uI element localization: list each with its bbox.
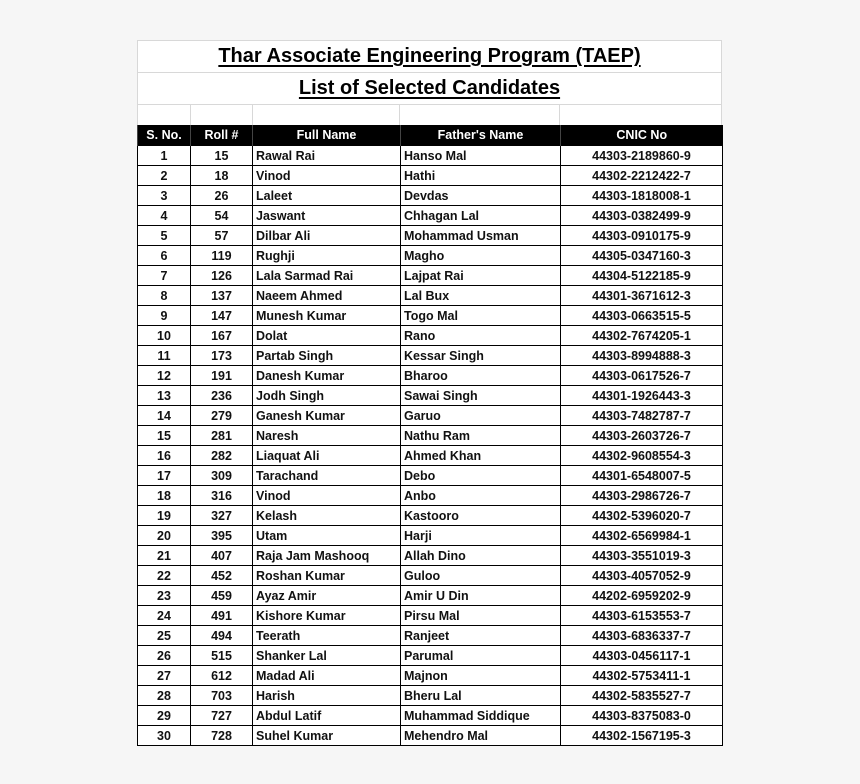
- fathers-name-cell: Magho: [401, 246, 561, 266]
- subtitle-row: [137, 72, 722, 104]
- full-name-cell: Kelash: [253, 506, 401, 526]
- full-name-cell: Naresh: [253, 426, 401, 446]
- s-no-cell: 3: [138, 186, 191, 206]
- s-no-cell: 26: [138, 646, 191, 666]
- full-name-cell: Harish: [253, 686, 401, 706]
- s-no-cell: 1: [138, 146, 191, 166]
- full-name-cell: Jaswant: [253, 206, 401, 226]
- table-row: [138, 266, 723, 286]
- full-name-cell: Lala Sarmad Rai: [253, 266, 401, 286]
- s-no-cell: 29: [138, 706, 191, 726]
- candidates-table: [137, 125, 723, 746]
- roll-cell: 491: [191, 606, 253, 626]
- fathers-name-cell: Garuo: [401, 406, 561, 426]
- table-row: [138, 326, 723, 346]
- roll-cell: 26: [191, 186, 253, 206]
- table-row: [138, 486, 723, 506]
- cnic-cell: 44202-6959202-9: [561, 586, 723, 606]
- full-name-cell: Vinod: [253, 486, 401, 506]
- s-no-cell: 16: [138, 446, 191, 466]
- roll-cell: 282: [191, 446, 253, 466]
- cnic-cell: 44302-5753411-1: [561, 666, 723, 686]
- table-row: [138, 186, 723, 206]
- s-no-cell: 8: [138, 286, 191, 306]
- fathers-name-cell: Chhagan Lal: [401, 206, 561, 226]
- cnic-cell: 44303-0456117-1: [561, 646, 723, 666]
- full-name-cell: Utam: [253, 526, 401, 546]
- fathers-name-cell: Togo Mal: [401, 306, 561, 326]
- roll-cell: 191: [191, 366, 253, 386]
- fathers-name-cell: Parumal: [401, 646, 561, 666]
- cnic-cell: 44303-7482787-7: [561, 406, 723, 426]
- s-no-cell: 12: [138, 366, 191, 386]
- s-no-cell: 20: [138, 526, 191, 546]
- cnic-cell: 44303-2986726-7: [561, 486, 723, 506]
- fathers-name-cell: Allah Dino: [401, 546, 561, 566]
- roll-cell: 327: [191, 506, 253, 526]
- full-name-cell: Roshan Kumar: [253, 566, 401, 586]
- fathers-name-cell: Kastooro: [401, 506, 561, 526]
- title-row: [137, 40, 722, 72]
- table-row: [138, 226, 723, 246]
- s-no-cell: 10: [138, 326, 191, 346]
- roll-cell: 494: [191, 626, 253, 646]
- s-no-cell: 27: [138, 666, 191, 686]
- table-row: [138, 386, 723, 406]
- table-row: [138, 446, 723, 466]
- roll-cell: 173: [191, 346, 253, 366]
- s-no-cell: 24: [138, 606, 191, 626]
- fathers-name-cell: Debo: [401, 466, 561, 486]
- header-full-name: Full Name: [253, 125, 401, 146]
- table-row: [138, 546, 723, 566]
- fathers-name-cell: Harji: [401, 526, 561, 546]
- s-no-cell: 6: [138, 246, 191, 266]
- full-name-cell: Liaquat Ali: [253, 446, 401, 466]
- cnic-cell: 44301-6548007-5: [561, 466, 723, 486]
- cnic-cell: 44302-9608554-3: [561, 446, 723, 466]
- cnic-cell: 44303-0910175-9: [561, 226, 723, 246]
- roll-cell: 57: [191, 226, 253, 246]
- full-name-cell: Naeem Ahmed: [253, 286, 401, 306]
- blank-row: [137, 104, 722, 125]
- table-row: [138, 406, 723, 426]
- roll-cell: 167: [191, 326, 253, 346]
- document-subtitle: List of Selected Candidates: [298, 77, 561, 99]
- cnic-cell: 44302-6569984-1: [561, 526, 723, 546]
- full-name-cell: Laleet: [253, 186, 401, 206]
- table-row: [138, 606, 723, 626]
- candidate-sheet: [137, 40, 722, 746]
- s-no-cell: 22: [138, 566, 191, 586]
- fathers-name-cell: Lajpat Rai: [401, 266, 561, 286]
- table-row: [138, 246, 723, 266]
- header-fathers-name: Father's Name: [401, 125, 561, 146]
- full-name-cell: Danesh Kumar: [253, 366, 401, 386]
- cnic-cell: 44303-1818008-1: [561, 186, 723, 206]
- fathers-name-cell: Muhammad Siddique: [401, 706, 561, 726]
- header-cnic: CNIC No: [561, 125, 723, 146]
- s-no-cell: 17: [138, 466, 191, 486]
- roll-cell: 309: [191, 466, 253, 486]
- fathers-name-cell: Majnon: [401, 666, 561, 686]
- full-name-cell: Abdul Latif: [253, 706, 401, 726]
- table-row: [138, 506, 723, 526]
- cnic-cell: 44303-2189860-9: [561, 146, 723, 166]
- full-name-cell: Rawal Rai: [253, 146, 401, 166]
- roll-cell: 515: [191, 646, 253, 666]
- roll-cell: 126: [191, 266, 253, 286]
- cnic-cell: 44302-2212422-7: [561, 166, 723, 186]
- cnic-cell: 44303-8375083-0: [561, 706, 723, 726]
- roll-cell: 395: [191, 526, 253, 546]
- full-name-cell: Vinod: [253, 166, 401, 186]
- table-row: [138, 206, 723, 226]
- full-name-cell: Suhel Kumar: [253, 726, 401, 746]
- fathers-name-cell: Amir U Din: [401, 586, 561, 606]
- s-no-cell: 19: [138, 506, 191, 526]
- fathers-name-cell: Mehendro Mal: [401, 726, 561, 746]
- s-no-cell: 18: [138, 486, 191, 506]
- roll-cell: 728: [191, 726, 253, 746]
- fathers-name-cell: Ranjeet: [401, 626, 561, 646]
- cnic-cell: 44303-8994888-3: [561, 346, 723, 366]
- fathers-name-cell: Sawai Singh: [401, 386, 561, 406]
- header-s-no: S. No.: [138, 125, 191, 146]
- roll-cell: 407: [191, 546, 253, 566]
- roll-cell: 15: [191, 146, 253, 166]
- cnic-cell: 44303-0617526-7: [561, 366, 723, 386]
- roll-cell: 147: [191, 306, 253, 326]
- fathers-name-cell: Kessar Singh: [401, 346, 561, 366]
- s-no-cell: 21: [138, 546, 191, 566]
- table-row: [138, 466, 723, 486]
- s-no-cell: 11: [138, 346, 191, 366]
- table-row: [138, 626, 723, 646]
- s-no-cell: 13: [138, 386, 191, 406]
- s-no-cell: 25: [138, 626, 191, 646]
- table-row: [138, 306, 723, 326]
- fathers-name-cell: Bheru Lal: [401, 686, 561, 706]
- roll-cell: 137: [191, 286, 253, 306]
- roll-cell: 703: [191, 686, 253, 706]
- full-name-cell: Raja Jam Mashooq: [253, 546, 401, 566]
- full-name-cell: Jodh Singh: [253, 386, 401, 406]
- fathers-name-cell: Pirsu Mal: [401, 606, 561, 626]
- fathers-name-cell: Anbo: [401, 486, 561, 506]
- header-roll: Roll #: [191, 125, 253, 146]
- full-name-cell: Rughji: [253, 246, 401, 266]
- table-header-row: [138, 125, 723, 146]
- s-no-cell: 2: [138, 166, 191, 186]
- cnic-cell: 44303-6836337-7: [561, 626, 723, 646]
- s-no-cell: 4: [138, 206, 191, 226]
- s-no-cell: 9: [138, 306, 191, 326]
- s-no-cell: 30: [138, 726, 191, 746]
- s-no-cell: 14: [138, 406, 191, 426]
- full-name-cell: Ayaz Amir: [253, 586, 401, 606]
- roll-cell: 459: [191, 586, 253, 606]
- cnic-cell: 44302-5396020-7: [561, 506, 723, 526]
- table-row: [138, 166, 723, 186]
- full-name-cell: Madad Ali: [253, 666, 401, 686]
- document-title: Thar Associate Engineering Program (TAEP): [218, 45, 641, 67]
- table-row: [138, 686, 723, 706]
- table-row: [138, 286, 723, 306]
- roll-cell: 281: [191, 426, 253, 446]
- table-row: [138, 526, 723, 546]
- table-row: [138, 726, 723, 746]
- cnic-cell: 44303-3551019-3: [561, 546, 723, 566]
- cnic-cell: 44304-5122185-9: [561, 266, 723, 286]
- s-no-cell: 5: [138, 226, 191, 246]
- roll-cell: 119: [191, 246, 253, 266]
- fathers-name-cell: Lal Bux: [401, 286, 561, 306]
- full-name-cell: Dilbar Ali: [253, 226, 401, 246]
- table-row: [138, 706, 723, 726]
- full-name-cell: Tarachand: [253, 466, 401, 486]
- fathers-name-cell: Devdas: [401, 186, 561, 206]
- cnic-cell: 44305-0347160-3: [561, 246, 723, 266]
- full-name-cell: Shanker Lal: [253, 646, 401, 666]
- cnic-cell: 44303-2603726-7: [561, 426, 723, 446]
- cnic-cell: 44303-0382499-9: [561, 206, 723, 226]
- cnic-cell: 44302-1567195-3: [561, 726, 723, 746]
- cnic-cell: 44303-0663515-5: [561, 306, 723, 326]
- roll-cell: 612: [191, 666, 253, 686]
- cnic-cell: 44302-7674205-1: [561, 326, 723, 346]
- full-name-cell: Dolat: [253, 326, 401, 346]
- roll-cell: 727: [191, 706, 253, 726]
- fathers-name-cell: Rano: [401, 326, 561, 346]
- table-row: [138, 666, 723, 686]
- full-name-cell: Teerath: [253, 626, 401, 646]
- cnic-cell: 44302-5835527-7: [561, 686, 723, 706]
- s-no-cell: 28: [138, 686, 191, 706]
- table-row: [138, 146, 723, 166]
- fathers-name-cell: Hanso Mal: [401, 146, 561, 166]
- full-name-cell: Ganesh Kumar: [253, 406, 401, 426]
- full-name-cell: Kishore Kumar: [253, 606, 401, 626]
- full-name-cell: Munesh Kumar: [253, 306, 401, 326]
- cnic-cell: 44301-1926443-3: [561, 386, 723, 406]
- fathers-name-cell: Hathi: [401, 166, 561, 186]
- cnic-cell: 44303-4057052-9: [561, 566, 723, 586]
- roll-cell: 279: [191, 406, 253, 426]
- fathers-name-cell: Guloo: [401, 566, 561, 586]
- s-no-cell: 15: [138, 426, 191, 446]
- s-no-cell: 7: [138, 266, 191, 286]
- fathers-name-cell: Mohammad Usman: [401, 226, 561, 246]
- table-row: [138, 426, 723, 446]
- full-name-cell: Partab Singh: [253, 346, 401, 366]
- fathers-name-cell: Bharoo: [401, 366, 561, 386]
- table-row: [138, 346, 723, 366]
- roll-cell: 316: [191, 486, 253, 506]
- table-row: [138, 646, 723, 666]
- cnic-cell: 44303-6153553-7: [561, 606, 723, 626]
- fathers-name-cell: Ahmed Khan: [401, 446, 561, 466]
- table-body: [138, 146, 723, 746]
- roll-cell: 452: [191, 566, 253, 586]
- table-row: [138, 586, 723, 606]
- roll-cell: 18: [191, 166, 253, 186]
- table-row: [138, 366, 723, 386]
- cnic-cell: 44301-3671612-3: [561, 286, 723, 306]
- roll-cell: 236: [191, 386, 253, 406]
- roll-cell: 54: [191, 206, 253, 226]
- fathers-name-cell: Nathu Ram: [401, 426, 561, 446]
- s-no-cell: 23: [138, 586, 191, 606]
- table-row: [138, 566, 723, 586]
